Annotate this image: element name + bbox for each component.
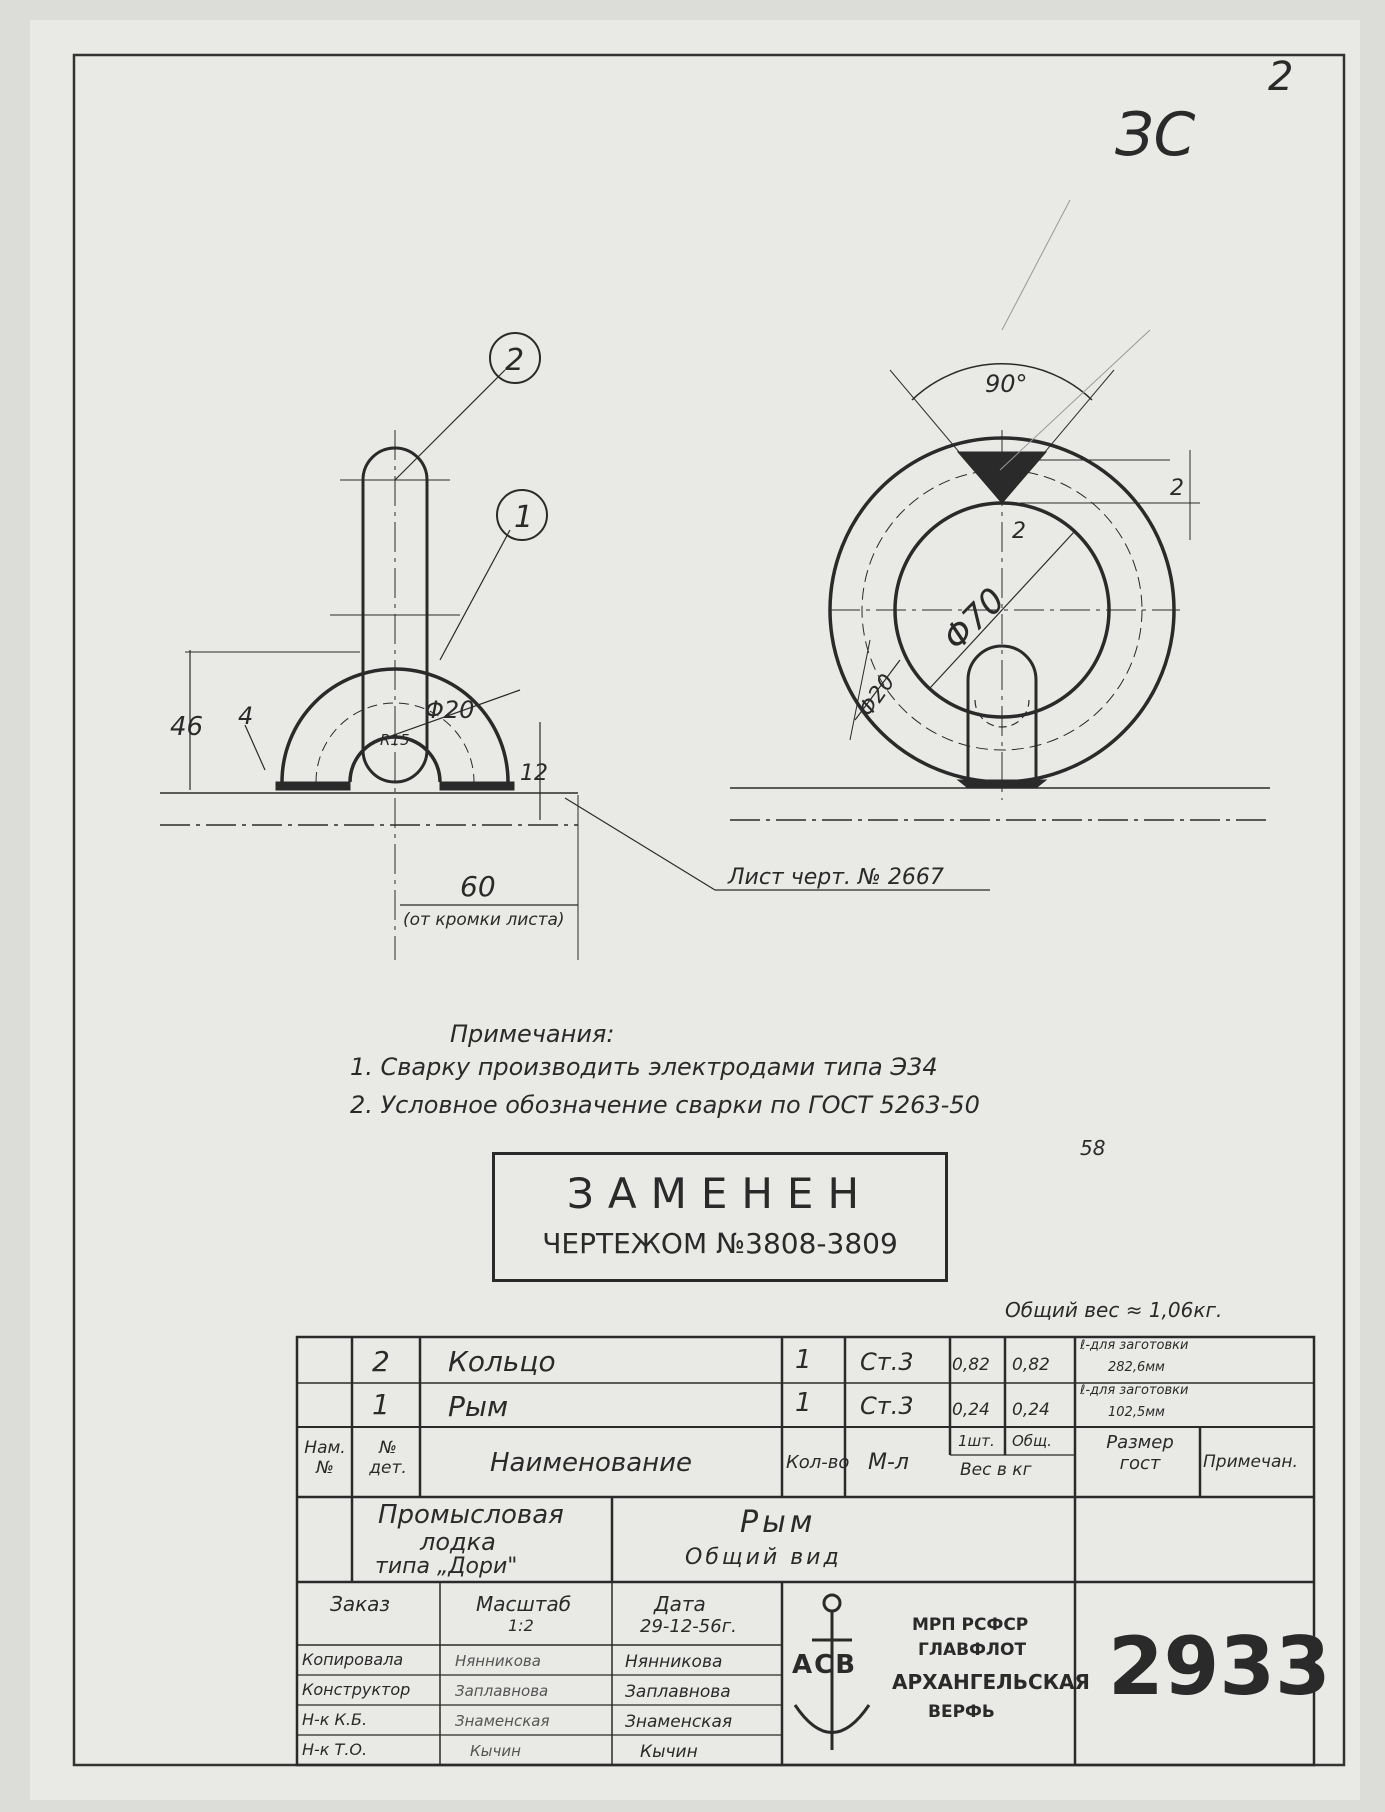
header-w2: Общ. [1012,1432,1052,1450]
dim-r15: R15 [380,731,410,749]
part-row-1-no: 2 [372,1345,390,1378]
drawing-number: 2933 [1108,1620,1331,1713]
vessel-line-2: лодка [420,1528,496,1556]
part-row-1-size1: ℓ-для заготовки [1080,1338,1189,1353]
date-value: 29-12-56г. [640,1616,737,1637]
header-w1: 1шт. [958,1432,995,1450]
part-row-1-material: Ст.3 [860,1348,914,1376]
dim-12: 12 [520,761,548,786]
dim-60-note: (от кромки листа) [403,910,565,930]
dim-4: 4 [238,702,254,730]
part-row-2-size1: ℓ-для заготовки [1080,1383,1189,1398]
note-2: 2. Условное обозначение сварки по ГОСТ 5263-50 [350,1091,980,1119]
role-copied: Копировала [302,1650,404,1669]
notes-heading: Примечания: [450,1020,615,1048]
dim-60: 60 [460,870,496,903]
part-row-2-w1: 0,24 [952,1400,990,1420]
part-row-1-w1: 0,82 [952,1355,990,1375]
part-title: Рым [740,1505,817,1540]
vessel-line-3: типа „Дори" [375,1554,518,1579]
name-4: Кычин [640,1742,698,1762]
part-row-2-no: 1 [372,1388,390,1421]
scale-value: 1:2 [508,1616,534,1635]
angle-90: 90° [985,370,1028,398]
note-1: 1. Сварку производить электродами типа Э34 [350,1053,938,1081]
org-line-2: ГЛАВФЛОТ [918,1640,1027,1660]
dim-46: 46 [170,712,204,742]
org-line-1: МРП РСФСР [912,1615,1029,1635]
role-head-kb: Н-к К.Б. [302,1710,368,1729]
dim-2-horizontal: 2 [1012,519,1026,544]
part-row-1-w2: 0,82 [1012,1355,1050,1375]
corner-marks: ЗС [1115,100,1196,170]
dim-d20-right: Φ20 [854,670,901,722]
part-row-1-size2: 282,6мм [1108,1360,1165,1375]
signature-1: Нянникова [455,1652,541,1670]
dim-d20-left: Φ20 [425,696,475,724]
sheet-reference: Лист черт. № 2667 [728,865,944,890]
replaced-stamp [492,1152,948,1282]
weld-left [276,782,350,790]
org-line-3: АРХАНГЕЛЬСКАЯ [892,1670,1090,1694]
header-material: М-л [868,1450,909,1475]
callout-2: 2 [505,343,525,378]
header-det-no: № дет. [369,1438,407,1478]
scale-label: Масштаб [476,1592,572,1616]
pencil-mark: 58 [1080,1136,1106,1160]
date-label: Дата [654,1592,706,1616]
part-row-2-material: Ст.3 [860,1392,914,1420]
dim-d70: Φ70 [935,580,1014,659]
signature-2: Заплавнова [455,1682,549,1700]
view-title: Общий вид [685,1545,842,1570]
name-1: Нянникова [625,1652,723,1672]
part-row-2-qty: 1 [795,1388,812,1418]
stamp-line-1: ЗАМЕНЕН [566,1169,874,1218]
part-row-2-w2: 0,24 [1012,1400,1050,1420]
side-view [730,200,1270,820]
header-weight: Вес в кг [960,1460,1032,1480]
drawing-frame [74,55,1344,1765]
org-line-4: ВЕРФЬ [928,1702,995,1722]
callout-1: 1 [514,500,534,535]
signature-4: Кычин [470,1742,521,1760]
stamp-line-2: ЧЕРТЕЖОМ №3808-3809 [542,1227,898,1260]
total-weight: Общий вес ≈ 1,06кг. [1005,1298,1223,1322]
page-number: 2 [1268,54,1294,100]
signature-3: Знаменская [455,1712,550,1730]
part-row-1-qty: 1 [795,1345,812,1375]
vessel-line-1: Промысловая [378,1500,564,1530]
role-head-to: Н-к Т.О. [302,1740,368,1759]
part-row-1-name: Кольцо [448,1345,556,1378]
name-2: Заплавнова [625,1682,731,1702]
weld-right [440,782,514,790]
header-nam-no: Нам. № [304,1438,346,1478]
header-qty: Кол-во [786,1452,850,1473]
name-3: Знаменская [625,1712,733,1732]
logo-letters: АСВ [792,1650,858,1680]
header-name: Наименование [490,1448,693,1478]
role-designer: Конструктор [302,1680,411,1699]
part-row-2-size2: 102,5мм [1108,1405,1165,1420]
header-size: Размер гост [1106,1432,1174,1474]
header-remark: Примечан. [1203,1452,1298,1472]
part-row-2-name: Рым [448,1390,509,1423]
order-label: Заказ [330,1592,391,1616]
dim-2-vertical: 2 [1170,476,1184,501]
